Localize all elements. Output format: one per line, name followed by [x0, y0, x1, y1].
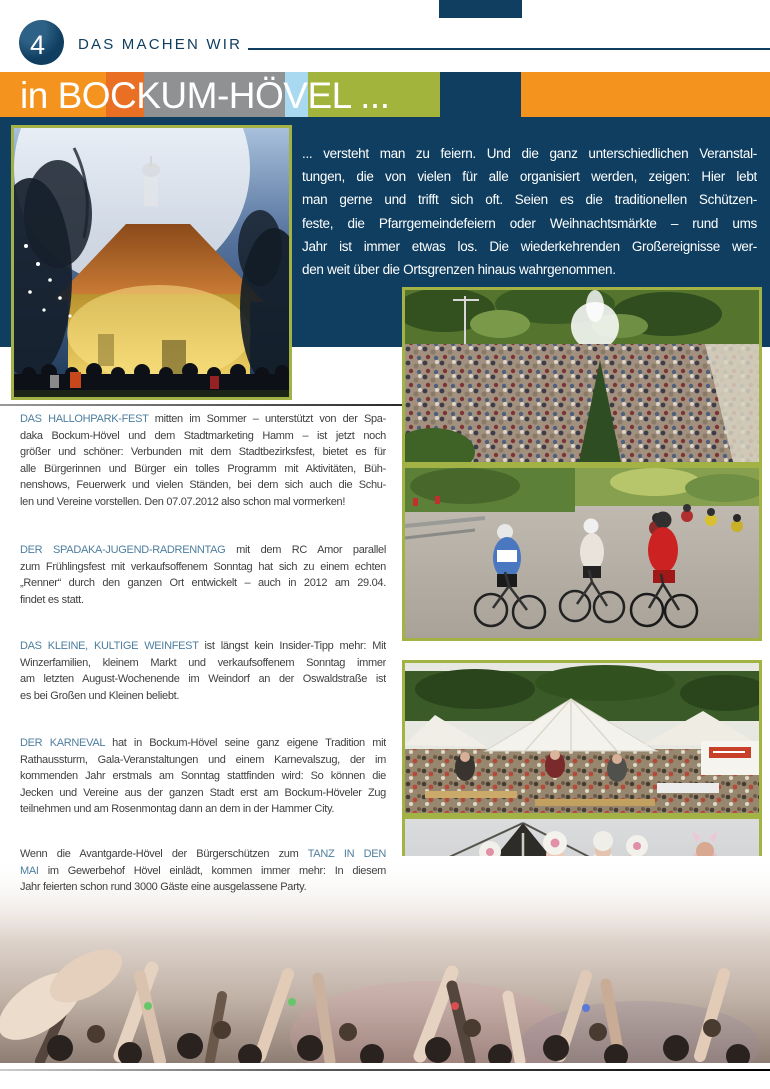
intro-line: tungen, die von vielen für alle organisiert werden, zeigen: Hier lebt: [302, 169, 757, 185]
article-line: findet es statt.: [20, 593, 84, 606]
article-text: Wenn die Avantgarde-Hövel der Bürgerschützen zum: [20, 848, 308, 860]
article-heading: MAI: [20, 864, 39, 877]
wine-festival-photo-image: [405, 663, 759, 813]
article-line: Jecken und Vereine aus der ganzen Stadt erst am Bockum-Höveler Zug: [20, 786, 386, 799]
intro-paragraph: [302, 142, 757, 281]
article-line: teilnehmen und am Rosenmontag dann an dem in der Hammer City.: [20, 803, 335, 815]
content-divider-rule: [0, 404, 402, 406]
article-line: [20, 411, 386, 428]
article-line: [20, 542, 386, 559]
cycling-race-photo-image: [405, 468, 759, 638]
article-line: nenshows, Feuerwerk und vielen Ständen, bei dem sich auch die Schu-: [20, 479, 386, 491]
church-night-photo: [11, 125, 292, 400]
article-line: es bei Großen und Kleinen beliebt.: [20, 689, 180, 702]
page-title: DAS MACHEN WIR: [78, 36, 243, 53]
article-radrenntag: [20, 542, 386, 608]
article-line: zum Frühlingsfest mit verkaufsoffenem Sonntag hat sich zu einem echten: [20, 560, 386, 573]
article-text: mitten im Sommer – unterstützt von der Spa-: [148, 413, 386, 425]
article-line: „Renner“ durch den ganzen Ort entwickelt – auch in 2012 am 29.04.: [20, 577, 386, 589]
banner-segment-orange-right: [521, 72, 770, 117]
banner-title: in BOCKUM-HÖVEL ...: [20, 75, 390, 116]
intro-line: feste, die Pfarrgemeindefeiern oder Weihnachtsmärkte – rund ums: [302, 215, 757, 231]
page-number: 4: [29, 30, 46, 60]
article-line: [20, 846, 386, 863]
article-line: größer und schöner: Verbunden mit dem Stadtbezirksfest, bietet es für: [20, 446, 386, 458]
article-text: hat in Bockum-Hövel seine ganz eigene Tradition mit: [104, 737, 386, 749]
article-line: Winzerfamilien, kleinem Markt und verkaufsoffenem Sonntag immer: [20, 656, 386, 669]
intro-line: ... versteht man zu feiern. Und die ganz unterschiedlichen Veranstal-: [302, 146, 757, 161]
bottom-rule: [0, 1069, 770, 1071]
article-heading: DAS HALLOHPARK-FEST: [20, 413, 149, 425]
article-heading: DAS KLEINE, KULTIGE WEINFEST: [20, 640, 199, 652]
article-karneval: [20, 735, 386, 818]
hallohpark-festival-photo-image: [405, 290, 759, 462]
article-text: mit dem RC Amor parallel: [225, 544, 386, 556]
banner: [0, 72, 770, 117]
page-number-badge: [19, 20, 64, 65]
article-line: am letzten August-Wochenende im Weindorf an der Oswaldstraße ist: [20, 673, 386, 685]
article-line: len und Vereine vorstellen. Den 07.07.2012 also schon mal vormerken!: [20, 495, 346, 508]
article-tanz-in-den-mai: [20, 846, 386, 896]
article-weinfest: [20, 638, 386, 704]
article-line: [20, 863, 386, 880]
article-heading: TANZ IN DEN: [307, 848, 386, 860]
intro-line: Jahr ist immer etwas los. Die wiederkehrenden Großereignisse wer-: [302, 238, 757, 254]
top-corner-block: [439, 0, 522, 18]
article-line: Rathaussturm, Gala-Veranstaltungen und einem Karnevalszug, der im: [20, 753, 386, 766]
header-rule: [248, 48, 770, 50]
article-hallohpark: [20, 411, 386, 510]
cycling-race-photo: [402, 465, 762, 641]
article-text: ist längst kein Insider-Tipp mehr: Mit: [198, 640, 386, 652]
article-line: Jahr feierten schon rund 3000 Gäste eine ausgelassene Party.: [20, 881, 307, 893]
intro-line: den weit über die Ortsgrenzen hinaus wahrgenommen.: [302, 261, 616, 277]
intro-line: man gerne und trifft sich oft. Seien es die traditionellen Schützen-: [302, 192, 757, 208]
article-line: [20, 638, 386, 655]
hallohpark-festival-photo: [402, 287, 762, 465]
wine-festival-photo: [402, 660, 762, 816]
article-line: daka Bockum-Hövel und dem Stadtmarketing Hamm – ist jetzt noch: [20, 429, 386, 442]
article-line: [20, 735, 386, 752]
church-night-photo-image: [14, 128, 289, 397]
article-heading: DER SPADAKA-JUGEND-RADRENNTAG: [20, 544, 226, 556]
article-text: im Gewerbehof Hövel einlädt, kommen immer mehr: In diesem: [38, 864, 386, 877]
article-line: alle Bürgerinnen und Bürger ein tolles Programm mit Aktivitäten, Büh-: [20, 462, 386, 475]
article-heading: DER KARNEVAL: [20, 737, 105, 749]
banner-segment-navy: [440, 72, 521, 117]
article-line: kommenden Jahr erstmals am Sonntag stattfinden wird: So können die: [20, 770, 386, 782]
